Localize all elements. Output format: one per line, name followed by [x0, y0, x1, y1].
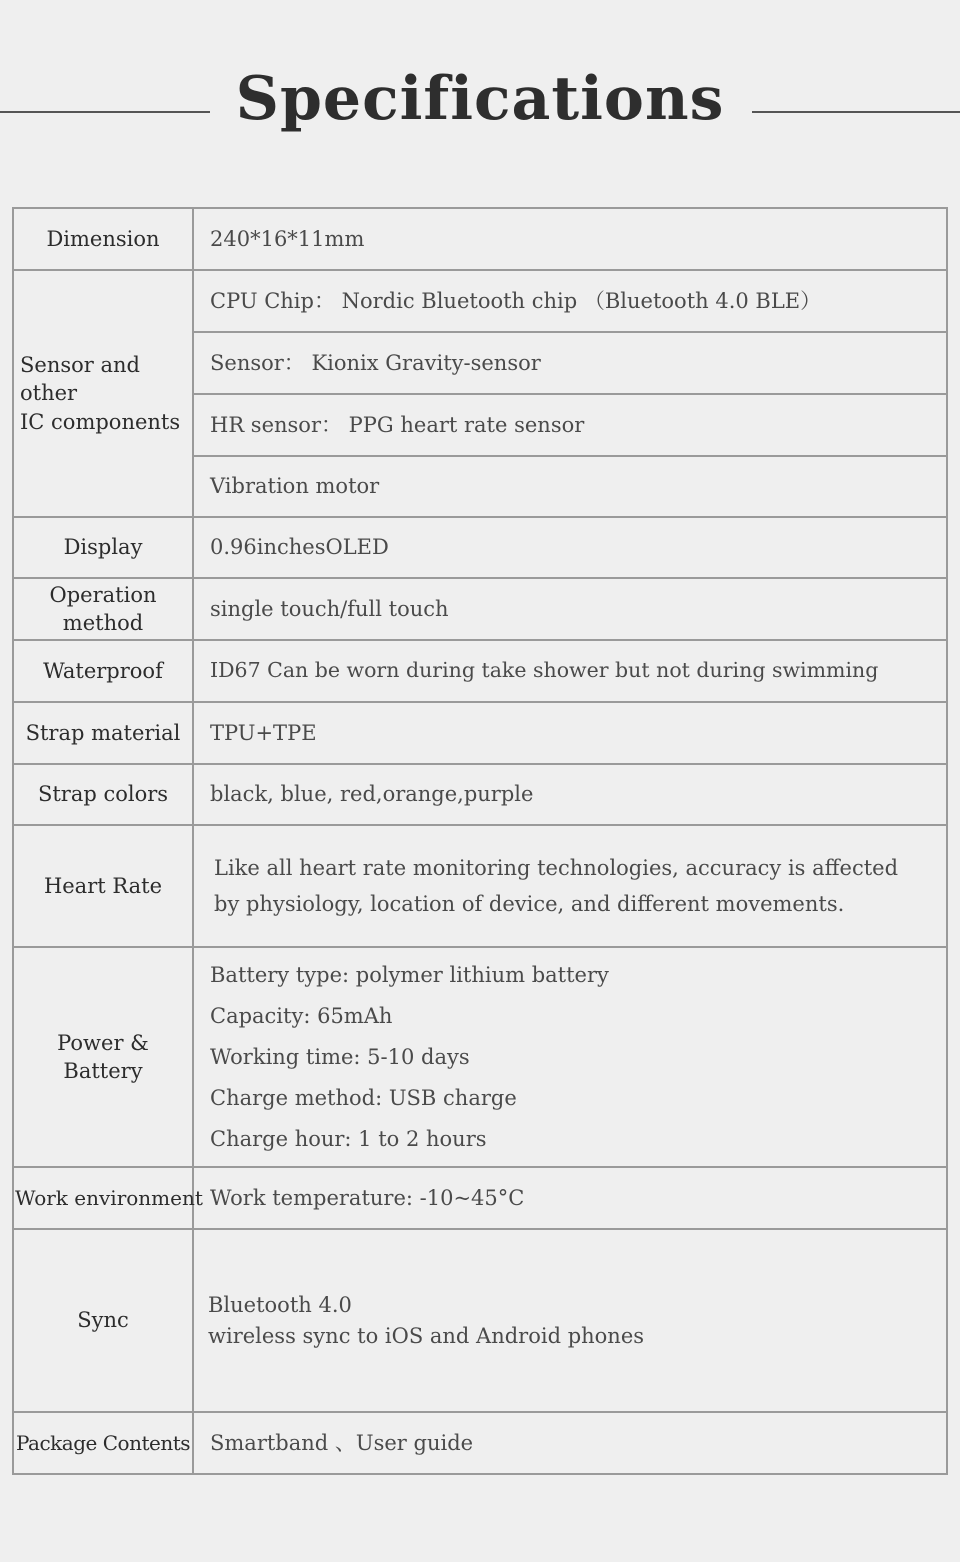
spec-label-display: Display — [13, 517, 193, 578]
spec-value-heart-rate-line1: Like all heart rate monitoring technologies, accuracy is affected — [214, 856, 899, 880]
table-row — [13, 578, 947, 640]
spec-value-sync — [193, 1229, 947, 1412]
spec-value-charge-hour: Charge hour: 1 to 2 hours — [210, 1126, 487, 1151]
spec-label-operation-line2: method — [62, 611, 144, 635]
spec-label-work-environment: Work environment — [13, 1167, 193, 1229]
spec-value-hr-sensor: HR sensor： PPG heart rate sensor — [193, 394, 947, 456]
spec-value-package: Smartband 、User guide — [193, 1412, 947, 1474]
table-row — [13, 517, 947, 578]
spec-value-operation: single touch/full touch — [193, 578, 947, 640]
spec-label-sensor-line1: Sensor and other — [20, 352, 140, 406]
spec-value-working-time: Working time: 5-10 days — [210, 1044, 470, 1069]
spec-value-sync-line2: wireless sync to iOS and Android phones — [208, 1323, 645, 1348]
spec-label-sensor — [13, 270, 193, 517]
spec-value-power — [193, 947, 947, 1167]
spec-value-battery-type: Battery type: polymer lithium battery — [210, 962, 609, 987]
spec-value-heart-rate — [193, 825, 947, 947]
spec-label-waterproof: Waterproof — [13, 640, 193, 702]
spec-value-dimension: 240*16*11mm — [193, 208, 947, 270]
spec-value-strap-colors: black, blue, red,orange,purple — [193, 764, 947, 825]
table-row — [13, 1167, 947, 1229]
spec-value-sync-line1: Bluetooth 4.0 — [208, 1292, 352, 1317]
spec-label-strap-colors: Strap colors — [13, 764, 193, 825]
table-row — [13, 702, 947, 764]
spec-value-work-environment: Work temperature: -10~45°C — [193, 1167, 947, 1229]
page-header — [0, 0, 960, 200]
spec-value-charge-method: Charge method: USB charge — [210, 1085, 517, 1110]
spec-label-power: Power & Battery — [13, 947, 193, 1167]
table-row — [13, 1229, 947, 1412]
spec-value-strap-material: TPU+TPE — [193, 702, 947, 764]
spec-label-dimension: Dimension — [13, 208, 193, 270]
table-row — [13, 208, 947, 270]
table-row — [13, 947, 947, 1167]
spec-value-waterproof: ID67 Can be worn during take shower but not during swimming — [193, 640, 947, 702]
spec-value-display: 0.96inchesOLED — [193, 517, 947, 578]
spec-value-cpu: CPU Chip： Nordic Bluetooth chip （Bluetooth 4.0 BLE） — [193, 270, 947, 332]
spec-value-capacity: Capacity: 65mAh — [210, 1003, 393, 1028]
table-row — [13, 270, 947, 332]
spec-value-vibration: Vibration motor — [193, 456, 947, 517]
table-row — [13, 764, 947, 825]
specifications-table — [12, 207, 948, 1475]
spec-label-operation — [13, 578, 193, 640]
table-row — [13, 825, 947, 947]
spec-value-gravity-sensor: Sensor： Kionix Gravity-sensor — [193, 332, 947, 394]
table-row — [13, 1412, 947, 1474]
spec-label-strap-material: Strap material — [13, 702, 193, 764]
spec-label-sync: Sync — [13, 1229, 193, 1412]
spec-label-operation-line1: Operation — [49, 582, 157, 607]
table-row — [13, 640, 947, 702]
spec-value-heart-rate-line2: by physiology, location of device, and different movements. — [214, 892, 845, 916]
page-title: Specifications — [235, 64, 725, 134]
spec-label-heart-rate: Heart Rate — [13, 825, 193, 947]
spec-label-sensor-line2: IC components — [20, 409, 181, 434]
header-divider-right — [752, 111, 960, 113]
spec-label-package: Package Contents — [13, 1412, 193, 1474]
